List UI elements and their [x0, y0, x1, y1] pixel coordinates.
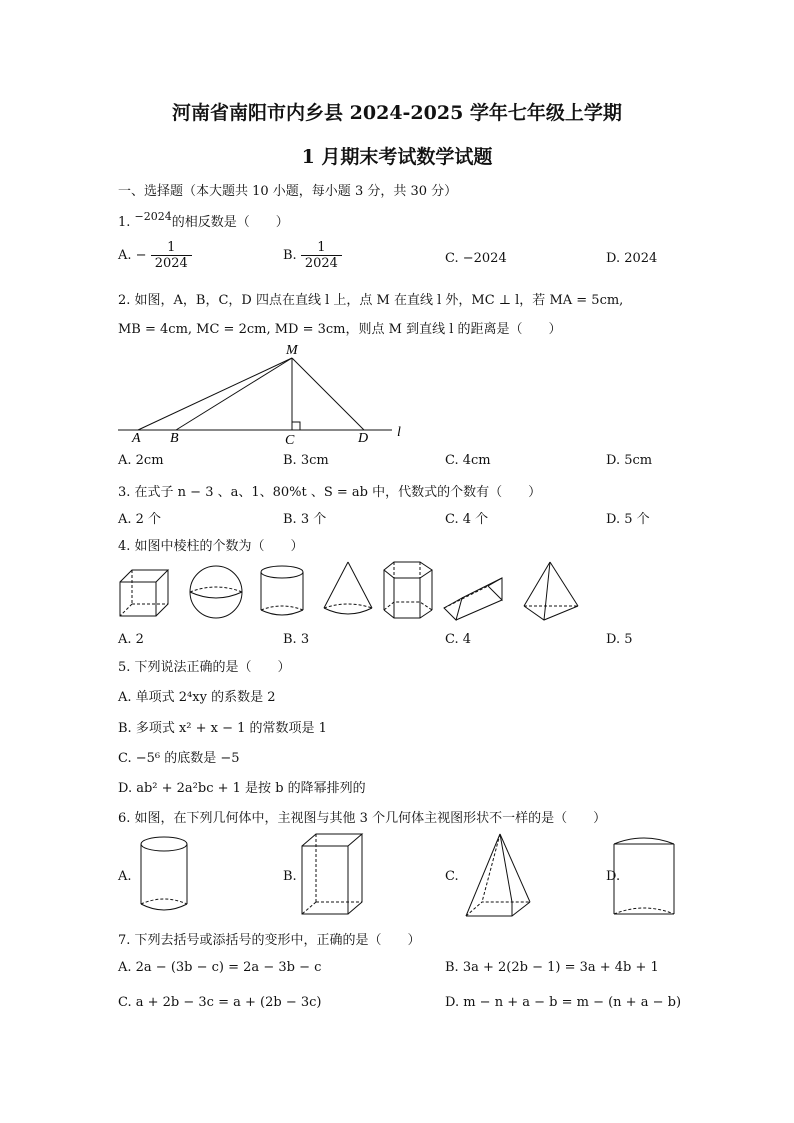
q6-option-a: A.	[118, 869, 132, 884]
label-l: l	[397, 425, 401, 440]
q1-math: −2024	[134, 210, 172, 223]
q1-option-a	[118, 240, 192, 271]
q3-option-b: B. 3 个	[283, 512, 327, 527]
q4-option-b: B. 3	[283, 632, 310, 647]
q3-option-d: D. 5 个	[606, 512, 650, 527]
fraction	[301, 240, 342, 271]
q5-option-c: C. −5⁶ 的底数是 −5	[118, 751, 240, 766]
minus-sign: −	[135, 248, 147, 263]
cone-solid	[324, 562, 372, 614]
q5-option-d: D. ab² + 2a²bc + 1 是按 b 的降幂排列的	[118, 781, 366, 796]
right-angle-mark	[292, 422, 300, 430]
q5-option-a: A. 单项式 2⁴xy 的系数是 2	[118, 690, 276, 705]
question-1-stem	[118, 211, 289, 230]
question-2-line-2: MB = 4cm, MC = 2cm, MD = 3cm，则点 M 到直线 l 的距离是（ ）	[118, 322, 562, 337]
segment-mb	[176, 358, 292, 430]
label-a: A	[132, 431, 141, 446]
cube-solid	[120, 570, 168, 616]
q1-option-c: C. −2024	[445, 251, 507, 266]
q6-option-b: B.	[283, 869, 297, 884]
q1-option-b	[283, 240, 342, 271]
q6-cylinder	[134, 832, 194, 918]
q6-pyramid	[460, 830, 540, 920]
section-heading: 一、选择题（本大题共 10 小题，每小题 3 分，共 30 分）	[118, 184, 458, 199]
q6-option-d: D.	[606, 869, 621, 884]
label-m: M	[286, 343, 298, 358]
numerator: 1	[167, 240, 176, 255]
q4-solids	[110, 558, 600, 626]
q2-option-b: B. 3cm	[283, 453, 329, 468]
q3-option-c: C. 4 个	[445, 512, 489, 527]
q6-cuboid	[298, 830, 368, 920]
q1-number: 1.	[118, 215, 131, 230]
q7-option-c: C. a + 2b − 3c = a + (2b − 3c)	[118, 995, 322, 1010]
question-7-stem: 7. 下列去括号或添括号的变形中，正确的是（ ）	[118, 933, 421, 948]
denominator: 2024	[301, 255, 342, 271]
question-2-line-1: 2. 如图，A，B，C，D 四点在直线 l 上，点 M 在直线 l 外，MC ⊥ l，若 MA = 5cm,	[118, 293, 624, 308]
question-5-stem: 5. 下列说法正确的是（ ）	[118, 660, 291, 675]
q2-figure	[110, 338, 420, 448]
question-3-stem: 3. 在式子 n − 3 、a、1、80%t 、S = ab 中，代数式的个数有（ ）	[118, 485, 542, 500]
triangular-prism-solid	[444, 578, 502, 620]
q4-option-d: D. 5	[606, 632, 633, 647]
q2-option-d: D. 5cm	[606, 453, 653, 468]
question-4-stem: 4. 如图中棱柱的个数为（ ）	[118, 539, 304, 554]
q7-option-b: B. 3a + 2(2b − 1) = 3a + 4b + 1	[445, 960, 659, 975]
title-line-1: 河南省南阳市内乡县 2024-2025 学年七年级上学期	[172, 102, 622, 124]
option-label: A.	[118, 248, 132, 263]
segment-md	[292, 358, 364, 430]
q1-stem-text: 的相反数是（ ）	[171, 215, 289, 230]
q4-option-c: C. 4	[445, 632, 472, 647]
segment-ma	[138, 358, 292, 430]
pyramid-solid	[524, 562, 578, 620]
q2-option-a: A. 2cm	[118, 453, 164, 468]
label-c: C	[285, 433, 295, 448]
fraction	[151, 240, 192, 271]
q6-option-c: C.	[445, 869, 459, 884]
q2-option-c: C. 4cm	[445, 453, 491, 468]
q4-option-a: A. 2	[118, 632, 144, 647]
sphere-solid	[190, 566, 242, 618]
q7-option-d: D. m − n + a − b = m − (n + a − b)	[445, 995, 682, 1010]
label-d: D	[358, 431, 369, 446]
denominator: 2024	[151, 255, 192, 271]
q3-option-a: A. 2 个	[118, 512, 162, 527]
question-6-stem: 6. 如图，在下列几何体中，主视图与其他 3 个几何体主视图形状不一样的是（ ）	[118, 811, 607, 826]
q6-half-cylinder	[608, 832, 688, 918]
cylinder-solid	[261, 566, 303, 615]
title-line-2: 1 月期末考试数学试题	[301, 146, 493, 168]
q1-option-d: D. 2024	[606, 251, 658, 266]
q5-option-b: B. 多项式 x² + x − 1 的常数项是 1	[118, 721, 327, 736]
q7-option-a: A. 2a − (3b − c) = 2a − 3b − c	[118, 960, 322, 975]
numerator: 1	[317, 240, 326, 255]
prism-solid	[384, 562, 432, 618]
option-label: B.	[283, 248, 297, 263]
label-b: B	[170, 431, 179, 446]
